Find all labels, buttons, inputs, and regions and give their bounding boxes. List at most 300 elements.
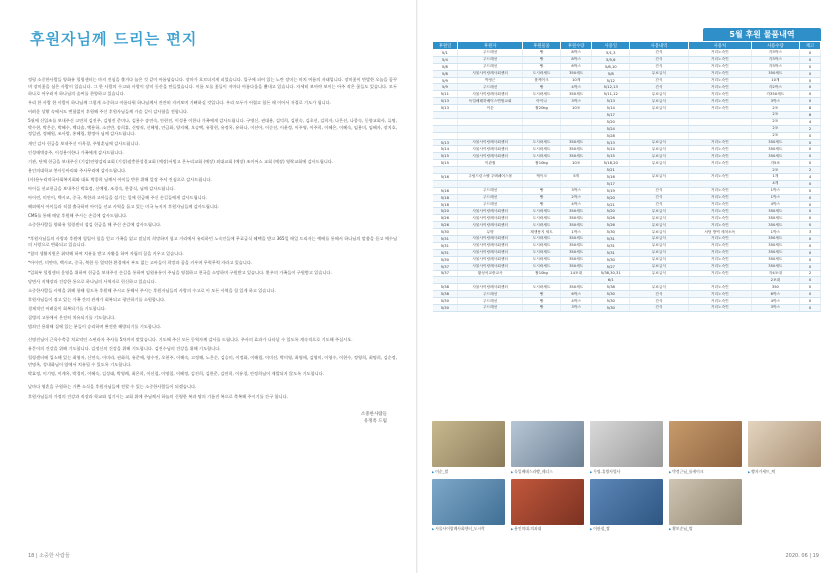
table-cell <box>523 180 561 187</box>
table-cell: 도시락세트 <box>523 256 561 263</box>
table-cell: 5/9 <box>433 77 458 84</box>
photo-image <box>748 421 821 467</box>
photo-image <box>590 421 663 467</box>
table-cell: 5/24 <box>592 125 630 132</box>
table-cell: 쌀10kg <box>523 160 561 167</box>
table-cell: 350세트 <box>751 222 799 229</box>
table-cell <box>433 125 458 132</box>
column-header: 사용처 <box>688 42 751 50</box>
table-cell: 0 <box>799 298 820 305</box>
table-cell: 거리노숙인 <box>688 256 751 263</box>
table-cell: 거리노숙인 <box>688 70 751 77</box>
donation-photo <box>669 421 742 475</box>
table-row <box>433 160 821 167</box>
table-body <box>433 50 821 312</box>
table-cell: 5/30 <box>592 291 630 298</box>
table-cell <box>630 125 689 132</box>
letter-paragraph: (사)용누리약국사회복지회와 대표 박종희 님께서 아이들 반찬 위해 앞장 주셔 진심으로 감사드립니다. <box>28 176 212 182</box>
closing-paragraph: 날마다 영혼을 구원하는 기쁜 소식을 후원자님들께 전할 수 있는 소중한사람들이 되겠습니다. <box>28 384 197 390</box>
letter-paragraph: 아이들 선교헌금을 보내주신 박효정, 신예령, 조경숙, 한종식, 님께 감사드립니다. <box>28 186 175 192</box>
table-cell: 사물사이랑례사회센터 <box>458 153 523 160</box>
table-row <box>433 63 821 70</box>
table-cell: 주드레선 <box>458 50 523 57</box>
table-cell: 5/12,13 <box>592 84 630 91</box>
table-row <box>433 98 821 105</box>
table-row <box>433 112 821 119</box>
column-header: 재고 <box>799 42 820 50</box>
table-cell: 3박스 <box>751 304 799 311</box>
table-cell: 8박스 <box>560 50 591 57</box>
letter-paragraph: 아이린, 미안이, 백시코, 중국, 북한과 고아들을 섬기는 일에 헌금해 주신 손길들에게 감사드립니다. <box>28 195 208 201</box>
table-cell: 3박스 <box>560 304 591 311</box>
table-cell: 사물사이랑례사회센터 <box>458 70 523 77</box>
donation-photo <box>669 479 742 533</box>
donation-photo <box>511 421 584 475</box>
table-cell <box>560 167 591 174</box>
table-cell: 2포 <box>751 112 799 119</box>
photo-image <box>432 421 505 467</box>
table-cell: 거리노숙인 <box>688 304 751 311</box>
table-cell: 5/15 <box>433 153 458 160</box>
table-row <box>433 77 821 84</box>
table-cell: 거리노숙인 <box>688 222 751 229</box>
table-cell: 0 <box>799 139 820 146</box>
table-cell: 5/14 <box>433 146 458 153</box>
table-cell: 0 <box>799 215 820 222</box>
table-cell: 350세트 <box>751 256 799 263</box>
table-cell: 주드레선 <box>458 291 523 298</box>
table-cell: 350세트 <box>751 249 799 256</box>
donation-photo <box>511 479 584 533</box>
table-cell: 350세트 <box>560 215 591 222</box>
table-cell: 350 <box>751 284 799 291</box>
table-cell <box>560 180 591 187</box>
column-header: 사용일 <box>592 42 630 50</box>
table-row <box>433 118 821 125</box>
table-cell <box>458 125 523 132</box>
table-cell: 빵 <box>523 291 561 298</box>
table-cell: 0 <box>799 180 820 187</box>
table-cell: 5/30 <box>592 298 630 305</box>
table-row <box>433 153 821 160</box>
table-cell: 5/26 <box>592 222 630 229</box>
photo-gallery <box>432 421 821 536</box>
column-header: 후원물품 <box>523 42 561 50</box>
table-cell: 5/13 <box>433 98 458 105</box>
table-cell: 각3박스 <box>751 50 799 57</box>
table-cell: 쌀10kg <box>523 270 561 277</box>
letter-note: 범죄인 용위해 집에 있는 분들이 승리하며 완전한 해방되기를 기도합니다. <box>28 324 162 330</box>
table-cell <box>458 167 523 174</box>
table-cell: 무료급식 <box>630 215 689 222</box>
table-cell: 5/1 <box>433 50 458 57</box>
table-cell: 5/31 <box>592 236 630 243</box>
photo-caption: ▶ 이관철_쌀 <box>590 526 663 532</box>
table-cell: 거리노숙인 <box>688 77 751 84</box>
letter-note: *아이린, 미얀마, 백시코, 중국, 북한 등 열악한 환경에서 부모 없는 고아들이 희망과 꿈을 키우며 무럭무럭 자라고 있습니다. <box>28 260 253 266</box>
table-cell: 주드레선 <box>458 187 523 194</box>
page-number-left: 18 | 소중한 사람들 <box>28 553 70 559</box>
table-cell: 무료급식 <box>630 249 689 256</box>
table-cell: 350세트 <box>560 208 591 215</box>
table-cell <box>688 112 751 119</box>
table-row <box>433 180 821 187</box>
photo-caption: ▶ 사물사이랑례사회센터_도시락 <box>432 526 505 532</box>
donation-table <box>432 41 821 312</box>
table-cell: 거리노숙인 <box>688 201 751 208</box>
table-cell: 3박스 <box>751 98 799 105</box>
table-cell: 3 <box>799 229 820 236</box>
column-header: 사용수량 <box>751 42 799 50</box>
table-cell: 5/13 <box>592 139 630 146</box>
letter-note: *참의 생활지원은 취약해 하여 치유를 받고 자활을 하여 자립의 꿈을 키우고 있습니다. <box>28 251 184 257</box>
table-cell: 5/37 <box>433 270 458 277</box>
table-cell: 빵 <box>523 304 561 311</box>
table-cell: 간식 <box>630 304 689 311</box>
photo-caption: ▶ 황보순님_쌀 <box>669 526 742 532</box>
table-cell: 간식 <box>630 77 689 84</box>
table-cell: 5/15 <box>433 160 458 167</box>
letter-title: 후원자님께 드리는 편지 <box>30 30 198 48</box>
table-cell: 5/8 <box>433 63 458 70</box>
table-cell: 서당 방역 세척소독 <box>688 229 751 236</box>
letter-note: 질병의 고통에서 온전히 치유되기를 기도합니다. <box>28 315 116 321</box>
table-cell: 10포 <box>560 160 591 167</box>
table-cell: 5/30 <box>433 229 458 236</box>
table-cell: 도시락세트 <box>523 70 561 77</box>
photo-caption: ▶ 박정근님_롤케이크 <box>669 469 742 475</box>
table-cell: 5/11,12 <box>592 91 630 98</box>
table-row <box>433 125 821 132</box>
table-row <box>433 201 821 208</box>
table-cell: 거리노숙인 <box>688 270 751 277</box>
table-cell: 350세트 <box>751 263 799 270</box>
table-cell: 2박스 <box>560 194 591 201</box>
table-cell: 거리노숙인 <box>688 187 751 194</box>
letter-paragraph: 용인의대학교 봉사동아리와 주사무리에 감사드립니다. <box>28 167 127 173</box>
letter-note: 경제적인 어려움이 회복되기를 기도합니다. <box>28 305 107 311</box>
table-cell: 350세트 <box>751 146 799 153</box>
table-cell: 각3박스 <box>751 56 799 63</box>
table-cell: 350세트 <box>751 208 799 215</box>
table-cell: 주드레선 <box>458 63 523 70</box>
table-cell <box>560 132 591 139</box>
table-cell: 3박스 <box>560 187 591 194</box>
right-page <box>418 0 835 573</box>
table-cell: 8박스 <box>560 56 591 63</box>
table-cell: 도시락세트 <box>523 242 561 249</box>
left-page <box>0 0 417 573</box>
table-cell: 사물사이랑례사회센터 <box>458 146 523 153</box>
table-cell: 각350세트 <box>751 91 799 98</box>
column-header: 후원일 <box>433 42 458 50</box>
table-cell <box>458 118 523 125</box>
table-cell <box>688 277 751 284</box>
table-cell: 2 <box>799 167 820 174</box>
table-cell: 2포 <box>751 118 799 125</box>
table-cell: 1박스 <box>751 194 799 201</box>
table-row <box>433 263 821 270</box>
table-cell: 0 <box>799 98 820 105</box>
table-cell: 5/30 <box>592 256 630 263</box>
table-cell: 0 <box>799 91 820 98</box>
table-cell: 0 <box>799 249 820 256</box>
table-cell: 0 <box>799 84 820 91</box>
table-cell: 도시락세트 <box>523 146 561 153</box>
table-cell: 빵 <box>523 63 561 70</box>
letter-paragraph: 소중한사람들 양화유 힐링센터 섬김 헌금을 해 주신 손길에 감사드립니다. <box>28 222 162 228</box>
table-cell: 5/17 <box>592 180 630 187</box>
table-cell: 0 <box>799 50 820 57</box>
table-cell <box>560 125 591 132</box>
table-cell: 5/28 <box>592 132 630 139</box>
table-cell: 거리노숙인 <box>688 174 751 181</box>
table-cell: 사물사이랑례사회센터 <box>458 284 523 291</box>
photo-image <box>511 421 584 467</box>
table-row <box>433 56 821 63</box>
donation-table-title: 5월 후원 물품내역 <box>703 28 821 41</box>
photo-image <box>590 479 663 525</box>
table-cell: 0 <box>799 63 820 70</box>
table-cell: 0 <box>799 132 820 139</box>
table-cell: 사물사이랑례사회센터 <box>458 222 523 229</box>
table-cell: 롤케이크 <box>523 77 561 84</box>
table-cell: 도시락세트 <box>523 284 561 291</box>
table-cell <box>458 180 523 187</box>
table-cell <box>458 132 523 139</box>
table-cell: 14포대 <box>560 270 591 277</box>
table-cell: 5/30 <box>433 256 458 263</box>
table-cell: 5/26 <box>433 215 458 222</box>
table-cell: 5/31 <box>433 236 458 243</box>
table-cell: 각2박스 <box>751 84 799 91</box>
column-header: 사용내역 <box>630 42 689 50</box>
table-row <box>433 270 821 277</box>
table-cell: 5/30 <box>592 304 630 311</box>
table-cell: 사물사이랑례사회센터 <box>458 242 523 249</box>
photo-image <box>511 479 584 525</box>
table-cell: 0 <box>799 291 820 298</box>
table-cell: 5/31 <box>592 249 630 256</box>
table-cell <box>630 112 689 119</box>
table-cell: 무료급식 <box>630 174 689 181</box>
table-cell: 5/31 <box>433 242 458 249</box>
table-cell <box>688 118 751 125</box>
table-row <box>433 187 821 194</box>
table-row <box>433 236 821 243</box>
table-row <box>433 132 821 139</box>
photo-image <box>432 479 505 525</box>
table-cell: 사물사이랑례사회센터 <box>458 249 523 256</box>
table-cell: 5/1,3 <box>592 50 630 57</box>
prayer-paragraph: 신명진님이 근육수축증 치료약인 스핀라자 주사를 5차까지 맞았습니다. 기도해 주신 모든 동역자께 감사를 드립니다. 주사의 효과가 나타날 수 있도록 계속적으로 기도해 주십시오. <box>28 337 353 343</box>
table-cell: 0 <box>799 236 820 243</box>
table-cell: 5/38 <box>433 284 458 291</box>
letter-paragraph: 해외에서 아이들과 직접 출국하며 아이들 선교 사역을 돕고 있는 미국 뉴저지 후원자님들께 감사드립니다. <box>28 204 220 210</box>
table-row <box>433 84 821 91</box>
table-cell: 무료급식 <box>630 91 689 98</box>
donation-photo <box>590 421 663 475</box>
table-cell: 무료급식 <box>630 256 689 263</box>
table-cell: 5/20 <box>592 208 630 215</box>
table-cell: 4박스 <box>751 201 799 208</box>
table-cell: 사물사이랑례사회센터 <box>458 215 523 222</box>
table-cell: 350세트 <box>560 284 591 291</box>
table-cell: 거리노숙인 <box>688 284 751 291</box>
table-cell <box>433 167 458 174</box>
table-cell: 4 <box>799 174 820 181</box>
letter-note: 후원자님들이 겪고 있는 가족 간의 관계가 회복되고 평안하기를 소원합니다. <box>28 296 166 302</box>
page-number-right: 2020. 06 | 19 <box>785 553 819 559</box>
table-cell: 5/31 <box>433 249 458 256</box>
table-cell: 0 <box>799 194 820 201</box>
table-cell: 이관철 <box>458 160 523 167</box>
table-row <box>433 91 821 98</box>
table-cell: 5/26 <box>433 222 458 229</box>
table-cell <box>433 132 458 139</box>
table-cell: 350세트 <box>560 70 591 77</box>
donation-photo <box>590 479 663 533</box>
table-cell: 5/18,20 <box>592 160 630 167</box>
table-cell: 빵 <box>523 298 561 305</box>
table-cell: 5/18 <box>433 194 458 201</box>
signature-name: 유정옥 드림 <box>363 418 387 424</box>
table-cell <box>688 167 751 174</box>
table-row <box>433 284 821 291</box>
letter-note: *후원자님들의 사랑과 후원에 힘입어 힘을 얻고 가족을 잃고 말날의 희망하며 힘고 거리에서 유리하던 노숙인들에 무료급식 혜택을 받고 365일 매일 드리자는 예배를 통해서 하나님의 말씀을 듣고 예수님의 사랑으로 변화되고 있습니다. <box>28 235 397 248</box>
table-cell: 사물사이랑례사회센터 <box>458 139 523 146</box>
letter-note: *일회부 힐링센터 운영을 위하여 헌금을 보내주신 손길을 통하여 임원유통이 주님을 영접하고 천국을 소망하며 구원받고 있습니다. 환우의 가족들이 구원받고 있습니다. <box>28 269 332 275</box>
table-cell: 1박스 <box>751 229 799 236</box>
table-cell: 350세트 <box>560 236 591 243</box>
table-cell: 2포 <box>751 132 799 139</box>
table-cell: 5/14 <box>592 146 630 153</box>
table-cell <box>688 180 751 187</box>
table-cell: 간식 <box>630 194 689 201</box>
donation-photo <box>432 479 505 533</box>
table-cell: 350세트 <box>560 222 591 229</box>
table-cell: 무료급식 <box>630 146 689 153</box>
table-cell <box>458 112 523 119</box>
table-row <box>433 215 821 222</box>
table-cell: 5/8 <box>433 70 458 77</box>
table-cell: 황성석교중교사 <box>458 270 523 277</box>
table-cell: 350세트 <box>751 215 799 222</box>
letter-note: 당면사 지체장과 건강한 통으로 하나님의 사역자로 헌신하고 있습니다. <box>28 278 156 284</box>
table-cell: 0 <box>799 70 820 77</box>
table-cell <box>560 277 591 284</box>
prayer-paragraph: 박효정, 이기명, 이계옥, 박경미, 이혜숙, 김성태, 박영례, 최은희, 이선철, 이명철, 이혜정, 김진희, 김한준, 김연희, 이유경, 안정희님이 재발되지 않도록 기도합니다. <box>28 371 325 377</box>
table-cell: 5/9 <box>433 84 458 91</box>
table-cell: 도시락세트 <box>523 222 561 229</box>
table-cell: 3박스 <box>560 98 591 105</box>
table-cell: 2 <box>799 270 820 277</box>
table-cell: 5/19 <box>592 187 630 194</box>
table-cell: 빵 <box>523 187 561 194</box>
table-cell: 거리노숙인 <box>688 63 751 70</box>
table-cell: 주드레선 <box>458 194 523 201</box>
table-cell: 거리노숙인 <box>688 298 751 305</box>
table-cell: 5/14 <box>592 105 630 112</box>
table-cell: 5/16 <box>433 174 458 181</box>
table-row <box>433 242 821 249</box>
table-cell: 0 <box>799 242 820 249</box>
table-row <box>433 229 821 236</box>
table-cell: 5/21 <box>592 167 630 174</box>
table-cell: 거리노숙인 <box>688 146 751 153</box>
table-cell: 0 <box>799 146 820 153</box>
table-cell: 거리노숙인 <box>688 249 751 256</box>
table-cell: 케이크 <box>523 174 561 181</box>
signature-org: 소중한사람들 <box>360 411 387 417</box>
table-row <box>433 291 821 298</box>
table-cell: 5/15 <box>592 153 630 160</box>
table-cell: 무명 <box>458 229 523 236</box>
table-cell: 무료급식 <box>630 208 689 215</box>
table-cell: 8 <box>799 105 820 112</box>
table-cell <box>433 112 458 119</box>
table-cell: 5/21 <box>592 201 630 208</box>
table-cell: 도시락세트 <box>523 91 561 98</box>
letter-paragraph: 기관, 단체 헌금을 보내주신 (기감)안양감리교회 (기성)잠충한성결교회 (예장)서빙고 온누리교회 (예장) 외대교회 (예장) 조이어스 교회 (예장) 영락교회에 감사드립니다. <box>28 158 334 164</box>
prayer-paragraph: 유문이의 건강을 위해 기도합니다. 김정신의 건강을 위해 기도합니다. 김진수님의 건강을 위해 기도합니다. <box>28 346 221 352</box>
signature <box>28 411 397 425</box>
photo-row <box>432 421 821 475</box>
table-cell: 350세트 <box>560 249 591 256</box>
table-cell: 도시락세트 <box>523 249 561 256</box>
table-cell: 거리노숙인 <box>688 84 751 91</box>
table-cell: 4박스 <box>560 298 591 305</box>
table-cell: 5/27 <box>592 263 630 270</box>
table-row <box>433 194 821 201</box>
prayer-paragraph: 힐링센터에 입소해 있는 최영자, 신연숙, 이미라, 권화희, 유준애, 양수진, 오현주, 이해숙, 고정해, 노은순, 김승미, 이정화, 이해림, 이미선, 박미영, 최영애, 김영미, 이영수, 이현수, 정영희, 최명희, 김순정, 민명옥, 성내화님이 암에서 치유될 수 있도록 기도합니다. <box>28 355 397 368</box>
table-cell: 0 <box>799 222 820 229</box>
table-cell: 0 <box>799 153 820 160</box>
photo-caption: ▶ 빵자가세트_떡 <box>748 469 821 475</box>
table-cell: 5/20 <box>433 208 458 215</box>
table-cell: 무료급식 <box>630 70 689 77</box>
table-cell: 5/20 <box>592 118 630 125</box>
table-cell: 5/13 <box>592 98 630 105</box>
table-cell: 0 <box>799 160 820 167</box>
table-cell: 거리노숙인 <box>688 215 751 222</box>
letter-note: 소중한사람들 사역을 위해 항해 힘드록 후원해 주시고 통해서 주시는 후원자님들의 사랑의 수고로 이 모든 사역을 힘 있게 하고 있습니다. <box>28 287 276 293</box>
photo-image <box>669 479 742 525</box>
table-cell <box>630 277 689 284</box>
table-cell: 5/37 <box>433 263 458 270</box>
table-cell: 무료급식 <box>630 229 689 236</box>
table-row <box>433 139 821 146</box>
table-cell: 350세트 <box>560 139 591 146</box>
table-row <box>433 222 821 229</box>
table-cell: 5/30 <box>433 298 458 305</box>
table-cell: 2포 <box>751 167 799 174</box>
table-cell: 2포 <box>751 105 799 112</box>
table-cell: 각3박스 <box>751 63 799 70</box>
table-cell: 도시락세트 <box>523 153 561 160</box>
table-cell: 10포 <box>560 105 591 112</box>
table-cell: 무료급식 <box>630 222 689 229</box>
table-cell <box>433 180 458 187</box>
table-cell: 2포 <box>751 125 799 132</box>
table-cell: 사물사이랑례사회센터 <box>458 236 523 243</box>
table-cell: 무료급식 <box>630 98 689 105</box>
table-cell: 빵 <box>523 56 561 63</box>
table-cell <box>630 180 689 187</box>
table-cell: 사물사이랑례사회센터 <box>458 208 523 215</box>
table-row <box>433 146 821 153</box>
table-cell: 아이나 <box>523 98 561 105</box>
